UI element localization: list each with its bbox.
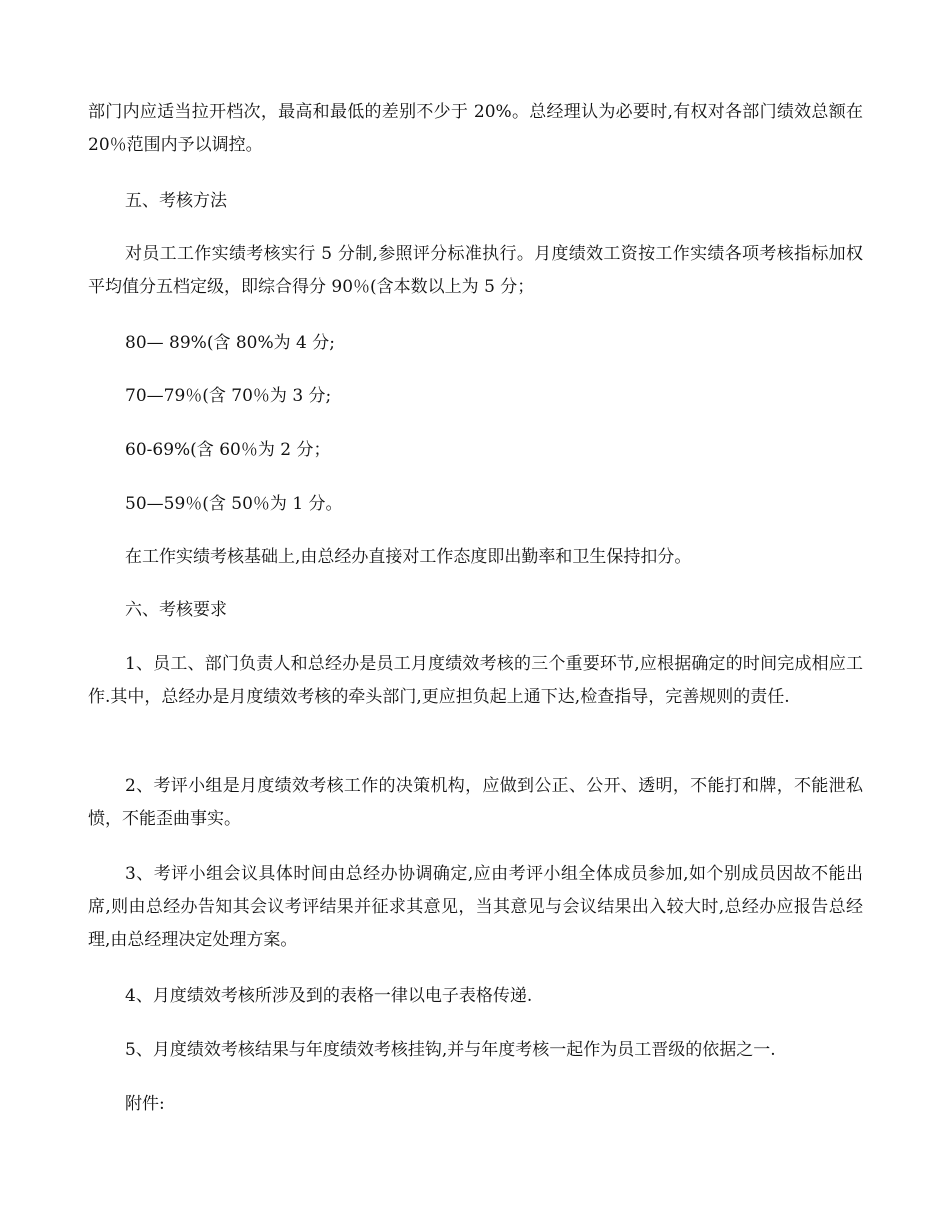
paragraph-attitude-deduction: 在工作实绩考核基础上,由总经办直接对工作态度即出勤率和卫生保持扣分。 — [125, 547, 692, 567]
requirement-3: 3、考评小组会议具体时间由总经办协调确定,应由考评小组全体成员参加,如个别成员因故不能出席,则由总经办告知其会议考评结果并征求其意见，当其意见与会议结果出入较大时,总经办应报告总经理,由总经理决定处理方案。 — [88, 864, 863, 950]
paragraph-scoring-system: 对员工工作实绩考核实行 5 分制,参照评分标准执行。月度绩效工资按工作实绩各项考核指标加权平均值分五档定级，即综合得分 90％(含本数以上为 5 分； — [88, 244, 863, 297]
score-level-4: 80— 89%(含 80%为 4 分; — [125, 333, 335, 353]
score-level-2: 60-69%(含 60％为 2 分； — [125, 440, 331, 460]
heading-assessment-method: 五、考核方法 — [125, 191, 227, 211]
score-level-3: 70—79％(含 70％为 3 分; — [125, 386, 332, 406]
score-level-1: 50—59％(含 50％为 1 分。 — [125, 494, 343, 514]
requirement-5: 5、月度绩效考核结果与年度绩效考核挂钩,并与年度考核一起作为员工晋级的依据之一. — [125, 1040, 776, 1060]
paragraph-bonus-range: 部门内应适当拉开档次，最高和最低的差别不少于 20%。总经理认为必要时,有权对各部门绩效总额在 20％范围内予以调控。 — [88, 102, 863, 155]
requirement-1: 1、员工、部门负责人和总经办是员工月度绩效考核的三个重要环节,应根据确定的时间完成相应工作.其中，总经办是月度绩效考核的牵头部门,更应担负起上通下达,检查指导，完善规则的责任. — [88, 654, 863, 707]
heading-assessment-requirements: 六、考核要求 — [125, 600, 227, 620]
attachment-label: 附件: — [125, 1094, 165, 1114]
requirement-2: 2、考评小组是月度绩效考核工作的决策机构，应做到公正、公开、透明，不能打和牌，不能泄私愤，不能歪曲事实。 — [88, 776, 863, 829]
requirement-4: 4、月度绩效考核所涉及到的表格一律以电子表格传递. — [125, 986, 533, 1006]
